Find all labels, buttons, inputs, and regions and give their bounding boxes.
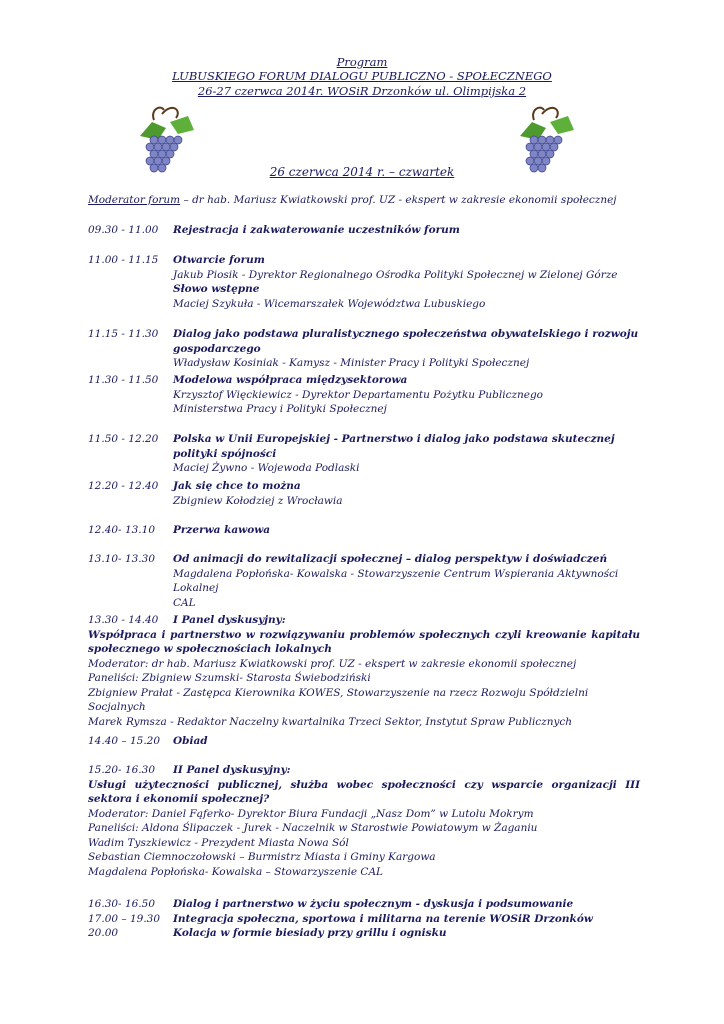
- row-speaker: Maciej Żywno - Wojewoda Podlaski: [173, 462, 360, 474]
- row-title: Słowo wstępne: [173, 283, 260, 295]
- row-speaker: Władysław Kosiniak - Kamysz - Minister Pracy i Polityki Społecznej: [173, 357, 530, 369]
- schedule-row: [88, 223, 648, 238]
- panel-2-line: Paneliści: Aldona Ślipaczek - Jurek - Naczelnik w Starostwie Powiatowym w Żaganiu: [88, 822, 538, 834]
- row-time: 20.00: [88, 927, 119, 939]
- row-speaker: Magdalena Popłońska- Kowalska - Stowarzyszenie Centrum Wspierania Aktywności Lokalnej: [173, 567, 619, 594]
- row-speaker: Zbigniew Kołodziej z Wrocławia: [173, 494, 343, 507]
- row-time: 11.30 - 11.50: [88, 374, 159, 386]
- row-title: Obiad: [173, 735, 208, 747]
- row-time: 16.30- 16.50: [88, 898, 156, 910]
- panel-1-label: I Panel dyskusyjny:: [173, 614, 286, 626]
- row-body: [173, 523, 648, 538]
- row-body: [173, 327, 648, 371]
- day-heading: 26 czerwca 2014 r. – czwartek: [269, 165, 455, 179]
- panel-2-line: Wadim Tyszkiewicz - Prezydent Miasta Nowa Sól: [88, 836, 349, 849]
- row-time: 11.50 - 12.20: [88, 433, 159, 445]
- row-body: [173, 253, 648, 311]
- panel-2-time: 15.20- 16.30: [88, 764, 156, 776]
- row-speaker: Maciej Szykuła - Wicemarszałek Województwa Lubuskiego: [173, 297, 486, 310]
- row-time: 14.40 – 15.20: [88, 735, 161, 747]
- panel-1-line: Zbigniew Prałat - Zastępca Kierownika KOWES, Stowarzyszenie na rzecz Rozwoju Spółdzielni Socjalnych: [88, 686, 589, 713]
- row-time: 09.30 - 11.00: [88, 224, 159, 236]
- row-time: 11.15 - 11.30: [88, 328, 159, 340]
- row-title: Modelowa współpraca międzysektorowa: [173, 374, 408, 386]
- row-body: [173, 552, 648, 610]
- panel-2-title: Usługi użyteczności publicznej, służba wobec społeczności czy wsparcie organizacji III sektora i ekonomii społecznej?: [88, 778, 640, 805]
- panel-2: [88, 763, 640, 879]
- row-title: Polska w Unii Europejskiej - Partnerstwo i dialog jako podstawa skutecznej polityki spójności: [173, 433, 615, 460]
- row-body: [173, 479, 648, 508]
- row-title: Dialog i partnerstwo w życiu społecznym - dyskusja i podsumowanie: [173, 898, 574, 910]
- panel-1: [88, 613, 640, 729]
- row-time: 12.40- 13.10: [88, 524, 156, 536]
- panel-1-title: Współpraca i partnerstwo w rozwiązywaniu problemów społecznych czyli kreowanie kapitału społecznego w społecznościach lokalnych: [88, 628, 640, 655]
- row-title: Od animacji do rewitalizacji społecznej – dialog perspektyw i doświadczeń: [173, 553, 608, 565]
- row-title: Kolacja w formie biesiady przy grillu i ognisku: [173, 927, 447, 939]
- panel-1-line: Marek Rymsza - Redaktor Naczelny kwartalnika Trzeci Sektor, Instytut Spraw Publicznych: [88, 715, 573, 728]
- row-title: Integracja społeczna, sportowa i militarna na terenie WOSiR Drzonków: [173, 912, 593, 925]
- row-speaker: Jakub Piosik - Dyrektor Regionalnego Ośrodka Polityki Społecznej w Zielonej Górze: [173, 268, 618, 281]
- row-time: 17.00 – 19.30: [88, 912, 161, 925]
- moderator-label: Moderator forum: [88, 194, 181, 206]
- panel-2-line: Magdalena Popłońska- Kowalska – Stowarzyszenie CAL: [88, 865, 383, 878]
- final-row: [88, 926, 648, 941]
- row-speaker: Krzysztof Więckiewicz - Dyrektor Departamentu Pożytku Publicznego: [173, 388, 544, 401]
- row-title: Rejestracja i zakwaterowanie uczestników forum: [173, 224, 460, 236]
- row-time: 12.20 - 12.40: [88, 480, 159, 492]
- schedule-row: [88, 479, 648, 508]
- row-title: Otwarcie forum: [173, 254, 265, 266]
- panel-2-line: Moderator: Daniel Fąferko- Dyrektor Biura Fundacji „Nasz Dom” w Lutolu Mokrym: [88, 807, 534, 820]
- row-title: Dialog jako podstawa pluralistycznego społeczeństwa obywatelskiego i rozwoju gospodarczego: [173, 328, 639, 355]
- schedule-row: [88, 327, 648, 371]
- row-body: [173, 432, 648, 476]
- row-body: [173, 373, 648, 417]
- final-row: [88, 897, 648, 912]
- schedule-row: [88, 253, 648, 311]
- schedule-row: [88, 432, 648, 476]
- schedule-row-lunch: [88, 734, 648, 749]
- row-time: 13.10- 13.30: [88, 553, 156, 565]
- forum-date-place: 26-27 czerwca 2014r. WOSiR Drzonków ul. Olimpijska 2: [197, 84, 527, 98]
- panel-1-time: 13.30 - 14.40: [88, 614, 159, 626]
- schedule-row: [88, 523, 648, 538]
- panel-2-line: Sebastian Ciemnoczołowski – Burmistrz Miasta i Gminy Kargowa: [88, 851, 436, 863]
- panel-2-label: II Panel dyskusyjny:: [173, 764, 291, 776]
- panel-1-line: Paneliści: Zbigniew Szumski- Starosta Świebodziński: [88, 672, 371, 684]
- forum-name: LUBUSKIEGO FORUM DIALOGU PUBLICZNO - SPOŁECZNEGO: [172, 69, 552, 83]
- row-body: [173, 223, 648, 238]
- schedule-row: [88, 373, 648, 417]
- final-schedule: [88, 897, 648, 941]
- panel-1-line: Moderator: dr hab. Mariusz Kwiatkowski prof. UZ - ekspert w zakresie ekonomii społecznej: [88, 657, 577, 670]
- schedule-row: [88, 552, 648, 610]
- moderator-text: – dr hab. Mariusz Kwiatkowski prof. UZ - ekspert w zakresie ekonomii społecznej: [180, 194, 617, 206]
- row-title: Jak się chce to można: [173, 480, 301, 492]
- program-heading: Program: [336, 55, 388, 69]
- row-time: 11.00 - 11.15: [88, 254, 159, 266]
- final-row: [88, 912, 648, 927]
- row-speaker: CAL: [173, 596, 196, 609]
- row-title: Przerwa kawowa: [173, 524, 271, 536]
- forum-moderator: [88, 194, 648, 206]
- row-speaker: Ministerstwa Pracy i Polityki Społecznej: [173, 403, 387, 415]
